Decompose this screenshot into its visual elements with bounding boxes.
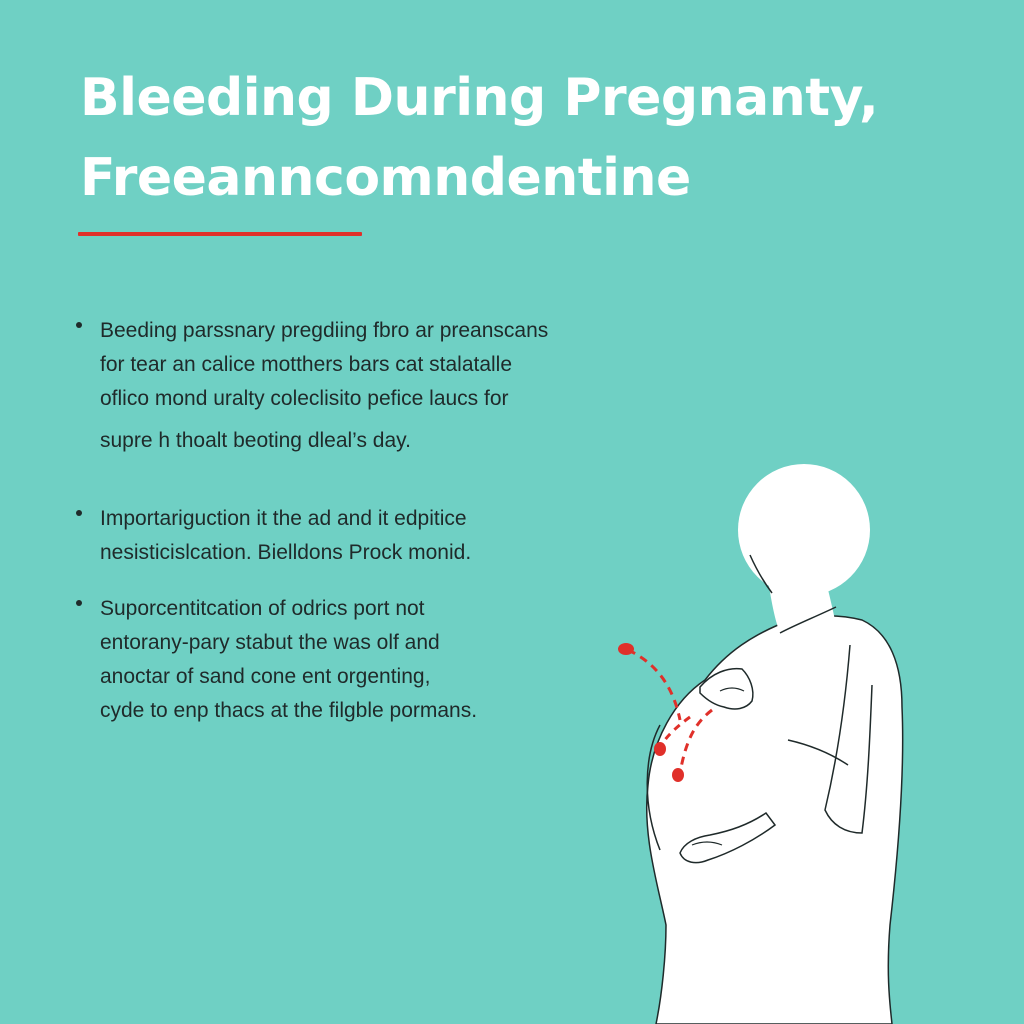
bullet-3-line-4: cyde to enp thacs at the filgble pormans. — [100, 699, 478, 722]
figure-body-shape — [647, 616, 903, 1024]
blood-drop-icon — [618, 643, 634, 655]
bullet-3-line-1: Suporcentitcation of odrics port not — [100, 597, 425, 620]
bullet-1-line-2: for tear an calice motthers bars cat stalatalle — [100, 353, 513, 376]
bullet-3-line-3: anoctar of sand cone ent orgenting, — [100, 665, 431, 688]
bullet-item-2 — [76, 502, 616, 570]
bleeding-dashed-line-1 — [628, 650, 680, 720]
bullet-list — [76, 314, 616, 728]
page-title-line-2: Freeanncomndentine — [80, 148, 691, 208]
bullet-3-line-2: entorany-pary stabut the was olf and — [100, 631, 440, 654]
bullet-2-line-1: Importariguction it the ad and it edpitice — [100, 507, 467, 530]
bullet-1-line-4: supre h thoalt beoting dleal’s day. — [100, 429, 411, 452]
bullet-item-1 — [76, 314, 616, 458]
title-accent-rule — [78, 232, 362, 236]
bullet-1-line-1: Beeding parssnary pregdiing fbro ar preanscans — [100, 319, 549, 342]
bullet-2-line-2: nesisticislcation. Bielldons Prock monid. — [100, 541, 472, 564]
bullet-dot-icon — [76, 600, 82, 606]
blood-drop-icon — [654, 742, 666, 756]
pregnant-woman-icon — [600, 455, 1024, 1024]
page-title — [80, 58, 878, 218]
blood-drop-icon — [672, 768, 684, 782]
bullet-1-line-3: oflico mond uralty coleclisito pefice laucs for — [100, 387, 509, 410]
bullet-item-3 — [76, 592, 616, 728]
bullet-dot-icon — [76, 510, 82, 516]
figure-neck-shape — [768, 577, 836, 633]
bullet-dot-icon — [76, 322, 82, 328]
pregnant-woman-illustration — [600, 455, 1024, 1024]
figure-head-shape — [738, 464, 870, 596]
page-title-line-1: Bleeding During Pregnanty, — [80, 68, 879, 128]
